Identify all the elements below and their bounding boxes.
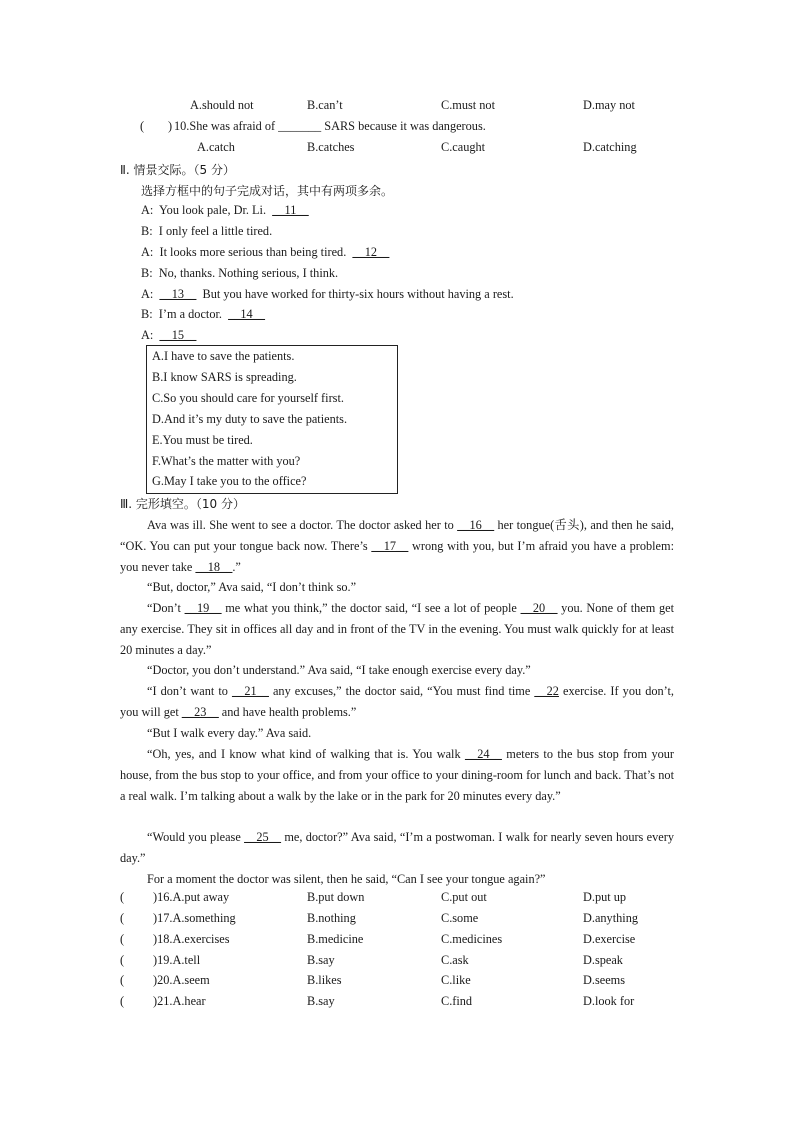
passage-paragraph-5: “I don’t want to __21__ any excuses,” the doctor said, “You must find time __22 exercise. If you don’t, you will get __23__ and have health problems.” xyxy=(120,684,674,719)
passage-paragraph-7: “Oh, yes, and I know what kind of walking that is. You walk __24__ meters to the bus stop from your house, from the bus stop to your office, and from your office to your dining-room for lunch and back. That’s not a real walk. I’m talking about a walk by the lake or in the park for 20 minutes every day.” xyxy=(120,747,674,803)
blank-11[interactable]: __11__ xyxy=(272,203,309,217)
dialog-line-3: A: It looks more serious than being tired. __12__ xyxy=(141,245,390,259)
exam-page: A.should not B.can’t C.must not D.may not ( ) 10.She was afraid of _______ SARS because it was dangerous. A.catch B.catches C.caught D.catching Ⅱ. 情景交际。（5 分） 选择方框中的句子完成对话，其中有两项多余。 A: You look pale, Dr. Li. __11__ B: I only feel a little tired. A: It looks more serious than being tired. __12__ B: No, thanks. Nothing serious, I think. A: __13__ But you have worked for thirty-six hours without having a rest. B: I’m a doctor. __14__ A: __15__ A.I have to save the patients. B.I know SARS is spreading. C.So you should care for yourself first. D.And it’s my duty to save the patients. E.You must be tired. F.What’s the matter with you? G.May I take you to the office? Ⅲ. 完形填空。（10 分） Ava was ill. She went to see a doctor. The doctor asked her to __16__ her tongue(舌头), and then he said, “OK. You can put your tongue back now. There’s __17__ wrong with you, but I’m afraid you have a problem: you never take __18__.” “But, doctor,” Ava said, “I don’t think so.” “Don’t __19__ me what you think,” the doctor said, “I see a lot of people __20__ you. None of them get any exercise. They sit in offices all day and in front of the TV in the evening. You must walk quickly for at least 20 minutes a day.” “Doctor, you don’t understand.” Ava said, “I take enough exercise every day.” “I don’t want to __21__ any excuses,” the doctor said, “You must find time __22 exercise. If you don’t, you will get __23__ and have health problems.” “But I walk every day.” Ava said. “Oh, yes, and I know what kind of walking that is. You walk __24__ meters to the bus stop from your house, from the bus stop to your office, and from your office to your dining-room for lunch and back. That’s not a real walk. I’m talking about a walk by the lake or in the park for 20 minutes every day.” “Would you please __25__ me, doctor?” Ava said, “I’m a postwoman. I walk for nearly seven hours every day.” For a moment the doctor was silent, then he said, “Can I see your tongue again?” ( )16.A.put away B.put down C.put out D.put up ( )17.A.something B.nothing C.some D.anything ( )18.A.exercises B.medicine C.medicines D.exercise ( )19.A.tell B.say C.ask D.speak ( )20.A.seem B.likes C.like D.seems ( )21.A.hear B.say C.find D.look for xyxy=(120,98,675,1008)
passage-paragraph-6: “But I walk every day.” Ava said. xyxy=(147,726,312,740)
q9-option-d: D.may not xyxy=(583,98,635,112)
blank-21[interactable]: __21__ xyxy=(232,684,269,698)
box-option-g: G.May I take you to the office? xyxy=(152,474,307,488)
passage-paragraph-3: “Don’t __19__ me what you think,” the doctor said, “I see a lot of people __20__ you. None of them get any exercise. They sit in offices all day and in front of the TV in the evening. You must walk quickly for at least 20 minutes a day.” xyxy=(120,601,675,657)
passage-paragraph-9: For a moment the doctor was silent, then he said, “Can I see your tongue again?” xyxy=(147,872,546,886)
blank-20[interactable]: __20__ xyxy=(520,601,558,615)
passage-paragraph-8: “Would you please __25__ me, doctor?” Ava said, “I’m a postwoman. I walk for nearly seven hours every day.” xyxy=(120,830,674,865)
blank-17[interactable]: __17__ xyxy=(371,538,409,553)
blank-15[interactable]: __15__ xyxy=(159,328,197,342)
passage-paragraph-2: “But, doctor,” Ava said, “I don’t think so.” xyxy=(147,580,357,594)
q9-option-c: C.must not xyxy=(441,98,495,112)
blank-13[interactable]: __13__ xyxy=(159,287,197,301)
blank-23[interactable]: __23__ xyxy=(181,704,219,719)
blank-25[interactable]: __25__ xyxy=(244,830,281,844)
box-option-f: F.What’s the matter with you? xyxy=(152,454,301,468)
blank-24[interactable]: __24__ xyxy=(464,747,502,761)
blank-19[interactable]: __19__ xyxy=(184,601,222,615)
dialog-line-1: A: You look pale, Dr. Li. __11__ xyxy=(141,203,309,217)
blank-22[interactable]: __22 xyxy=(534,684,559,698)
dialog-line-4: B: No, thanks. Nothing serious, I think. xyxy=(141,266,339,280)
section-2-instruction: 选择方框中的句子完成对话，其中有两项多余。 xyxy=(141,184,394,198)
q9-option-b: B.can’t xyxy=(307,98,343,112)
box-option-d: D.And it’s my duty to save the patients. xyxy=(152,412,348,426)
q10-option-a: A.catch xyxy=(197,140,235,154)
dialog-line-7: A: __15__ xyxy=(141,328,197,342)
q10-stem: 10.She was afraid of _______ SARS because it was dangerous. xyxy=(174,119,486,133)
q10-paren-close: ) xyxy=(168,119,173,133)
q9-option-a: A.should not xyxy=(190,98,254,112)
blank-18[interactable]: __18__ xyxy=(195,559,233,574)
dialog-line-2: B: I only feel a little tired. xyxy=(141,224,273,238)
blank-14[interactable]: __14__ xyxy=(228,307,265,321)
passage-paragraph-4: “Doctor, you don’t understand.” Ava said, “I take enough exercise every day.” xyxy=(147,663,531,677)
q10-paren: ( xyxy=(140,119,145,133)
box-option-a: A.I have to save the patients. xyxy=(152,349,295,363)
dialog-line-5: A: __13__ But you have worked for thirty-six hours without having a rest. xyxy=(141,287,514,301)
q10-option-c: C.caught xyxy=(441,140,486,154)
blank-12[interactable]: __12__ xyxy=(352,245,390,259)
q10-option-d: D.catching xyxy=(583,140,637,154)
box-option-b: B.I know SARS is spreading. xyxy=(152,370,297,384)
section-2-heading: Ⅱ. 情景交际。（5 分） xyxy=(120,163,235,177)
dialog-line-6: B: I’m a doctor. __14__ xyxy=(141,307,265,321)
blank-16[interactable]: __16__ xyxy=(457,518,495,532)
q10-option-b: B.catches xyxy=(307,140,355,154)
passage-paragraph-1: Ava was ill. She went to see a doctor. The doctor asked her to __16__ her tongue(舌头), and then he said, “OK. You can put your tongue back now. There’s __17__ wrong with you, but I’m afraid you have a problem: you never take __18__.” xyxy=(120,518,674,574)
section-3-heading: Ⅲ. 完形填空。（10 分） xyxy=(120,497,245,511)
box-option-c: C.So you should care for yourself first. xyxy=(152,391,344,405)
box-option-e: E.You must be tired. xyxy=(152,433,253,447)
